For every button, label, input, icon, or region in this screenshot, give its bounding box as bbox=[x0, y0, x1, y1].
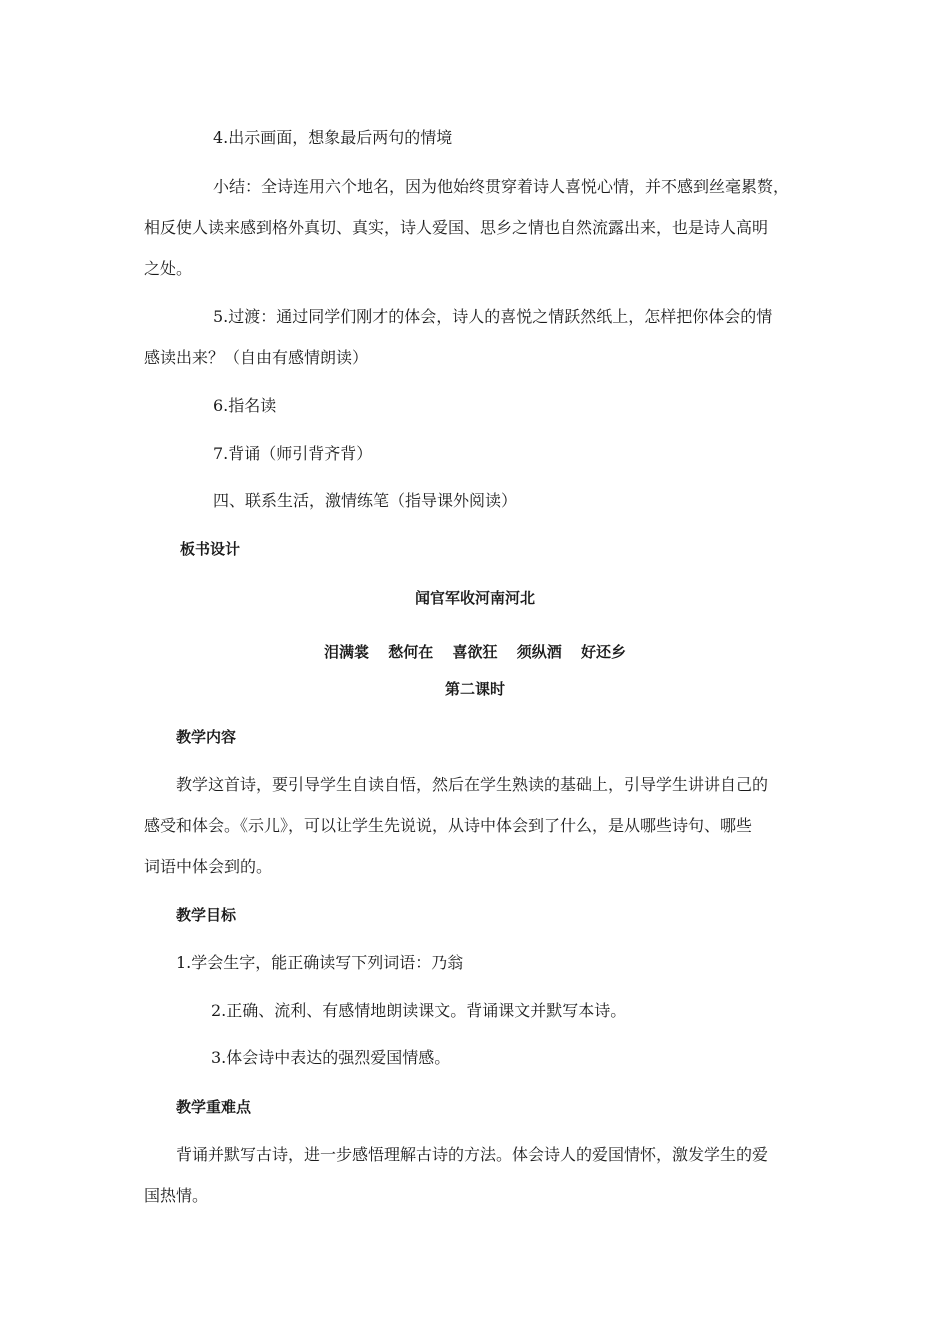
key-points-line-1: 背诵并默写古诗，进一步感悟理解古诗的方法。体会诗人的爱国情怀，激发学生的爱 bbox=[176, 1145, 769, 1164]
lesson-2-title: 第二课时 bbox=[444, 680, 505, 698]
teaching-content-line-3: 词语中体会到的。 bbox=[144, 857, 273, 876]
step-6-text: 6.指名读 bbox=[213, 396, 277, 415]
summary-line-1: 小结：全诗连用六个地名，因为他始终贯穿着诗人喜悦心情，并不感到丝毫累赘， bbox=[213, 177, 790, 196]
summary-line-2: 相反使人读来感到格外真切、真实，诗人爱国、思乡之情也自然流露出来，也是诗人高明 bbox=[144, 218, 769, 237]
summary-line-3: 之处。 bbox=[144, 259, 193, 278]
goal-2: 2.正确、流利、有感情地朗读课文。背诵课文并默写本诗。 bbox=[211, 1001, 627, 1020]
goal-1: 1.学会生字，能正确读写下列词语：乃翁 bbox=[176, 953, 464, 972]
board-phrase: 喜欲狂 bbox=[452, 643, 498, 661]
goal-3: 3.体会诗中表达的强烈爱国情感。 bbox=[211, 1048, 451, 1067]
step-4-text: 4.出示画面，想象最后两句的情境 bbox=[213, 128, 453, 147]
poem-title: 闻官军收河南河北 bbox=[414, 589, 535, 607]
step-5-line-2: 感读出来？（自由有感情朗读） bbox=[144, 348, 369, 367]
board-phrase: 须纵酒 bbox=[516, 643, 562, 661]
step-5-line-1: 5.过渡：通过同学们刚才的体会，诗人的喜悦之情跃然纸上，怎样把你体会的情 bbox=[213, 307, 773, 326]
board-design-heading: 板书设计 bbox=[180, 540, 241, 558]
key-points-line-2: 国热情。 bbox=[144, 1186, 209, 1205]
board-phrase: 好还乡 bbox=[580, 643, 626, 661]
teaching-goals-heading: 教学目标 bbox=[176, 906, 237, 924]
board-phrase: 泪满裳 bbox=[323, 643, 369, 661]
board-phrase: 愁何在 bbox=[388, 643, 434, 661]
teaching-content-heading: 教学内容 bbox=[176, 728, 237, 746]
teaching-content-line-1: 教学这首诗，要引导学生自读自悟，然后在学生熟读的基础上，引导学生讲讲自己的 bbox=[176, 775, 769, 794]
board-phrases bbox=[0, 642, 950, 662]
step-7-text: 7.背诵（师引背齐背） bbox=[213, 444, 373, 463]
key-points-heading: 教学重难点 bbox=[176, 1098, 252, 1116]
part-4-text: 四、联系生活，激情练笔（指导课外阅读） bbox=[213, 491, 518, 510]
teaching-content-line-2: 感受和体会。《示儿》，可以让学生先说说，从诗中体会到了什么，是从哪些诗句、哪些 bbox=[144, 816, 753, 835]
